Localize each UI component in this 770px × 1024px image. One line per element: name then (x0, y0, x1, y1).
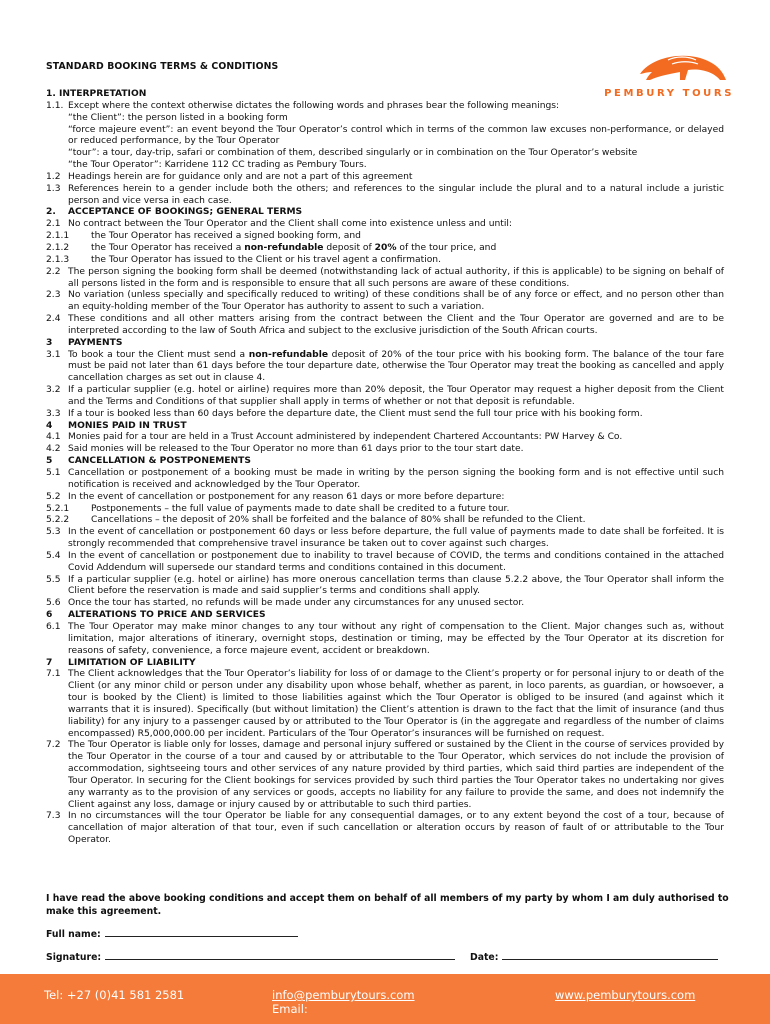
clause-item (46, 350, 724, 386)
clause-text: The person signing the booking form shall be deemed (notwithstanding lack of actual authority, if this is applicable) to be signing on behalf of all persons listed in the form and is responsible to ensure that all such persons are aware of these conditions. (68, 266, 724, 289)
clause-item (46, 598, 724, 610)
clause-emphasis: non-refundable (244, 242, 324, 253)
clause-item (46, 504, 724, 516)
definition-item (46, 148, 724, 160)
clause-number: 5.2 (46, 491, 61, 502)
section-heading (46, 338, 724, 350)
clause-text: “the Client”: the person listed in a booking form (68, 112, 288, 123)
clause-text: No contract between the Tour Operator and the Client shall come into existence unless and until: (68, 219, 513, 230)
clause-text: Headings herein are for guidance only and are not a part of this agreement (68, 171, 413, 182)
footer-email-label: Email: (272, 1002, 308, 1016)
section-heading (46, 421, 724, 433)
clause-item (46, 669, 724, 740)
clause-number: 1.3 (46, 183, 61, 194)
clause-text: of the tour price, and (396, 242, 497, 253)
footer-phone[interactable]: Tel: +27 (0)41 581 2581 (44, 988, 185, 1002)
clause-number: 2.1 (46, 219, 61, 230)
full-name-label: Full name: (46, 929, 101, 940)
clause-number: 5.2.1 (46, 503, 70, 514)
section-number: 4 (46, 420, 53, 431)
signature-field[interactable] (46, 950, 455, 963)
clause-item (46, 740, 724, 811)
animal-logo-icon (630, 44, 730, 88)
section-heading (46, 89, 724, 101)
clause-number: 4.2 (46, 444, 61, 455)
clause-text: No variation (unless specially and specifically reduced to writing) of these conditions shall be of any force or effect, and no person other than an equity-holding member of the Tour Operator has authority to assent to such a variation. (68, 290, 724, 313)
full-name-field[interactable] (46, 927, 298, 940)
clause-item (46, 255, 724, 267)
clause-text: deposit of 20% of the tour price with his booking form. The balance of the tour fare must be paid not later than 61 days before the tour departure date, otherwise the Tour Operator may treat the booking as cancelled and apply cancellation charges as set out in clause 4. (68, 349, 724, 384)
clause-text: In the event of cancellation or postponement for any reason 61 days or more before departure: (68, 491, 505, 502)
clause-item (46, 575, 724, 599)
clause-text: the Tour Operator has received a (91, 242, 245, 253)
clause-item (46, 101, 724, 113)
clause-text: Said monies will be released to the Tour Operator no more than 61 days prior to the tour start date. (68, 444, 524, 455)
clause-number: 3.1 (46, 349, 61, 360)
clause-item (46, 172, 724, 184)
section-heading-text: PAYMENTS (68, 337, 123, 348)
clause-text: deposit of (323, 242, 375, 253)
clause-item (46, 267, 724, 291)
clause-item (46, 290, 724, 314)
clause-item (46, 409, 724, 421)
clause-text: In no circumstances will the tour Operator be liable for any consequential damages, or to any extent beyond the cost of a tour, because of cancellation of major alteration of that tour, even if such cancellation or alteration occurs by reason of fault of or attributable to the Tour Operator. (68, 811, 724, 846)
date-label: Date: (470, 952, 499, 963)
clause-number: 3.2 (46, 385, 61, 396)
clause-text: If a tour is booked less than 60 days before the departure date, the Client must send the full tour price with his booking form. (68, 408, 643, 419)
section-number: 6 (46, 610, 53, 621)
clause-item (46, 231, 724, 243)
clause-number: 7.1 (46, 669, 61, 680)
section-number: 7 (46, 657, 53, 668)
clause-text: the Tour Operator has issued to the Client or his travel agent a confirmation. (91, 254, 441, 265)
clause-text: The Tour Operator is liable only for losses, damage and personal injury suffered or sustained by the Client in the course of services provided by the Tour Operator in the course of a tour and caused by or attributable to the Tour Operator, which services do not include the provision of accommodation, sightseeing tours and other services of any nature provided by third parties, which said third parties are independent of the Tour Operator. In securing for the Client bookings for services provided by such third parties the Tour Operator takes no undertaking nor gives any warranty as to the provision of any services or goods, accepts no liability for any failure to provide the same, and does not indemnify the Client against any loss, damage or injury caused by or attributable to such third parties. (68, 740, 724, 810)
signature-line[interactable] (105, 950, 455, 960)
clause-item (46, 468, 724, 492)
clause-text: To book a tour the Client must send a (68, 349, 249, 360)
clause-text: Cancellation or postponement of a booking must be made in writing by the person signing the booking form and is not effective until such notification is received and acknowledged by the Tour Operator. (68, 468, 724, 490)
clause-number: 3.3 (46, 408, 61, 419)
definition-item (46, 113, 724, 125)
clause-text: Cancellations – the deposit of 20% shall be forfeited and the balance of 80% shall be refunded to the Client. (91, 515, 586, 526)
clause-number: 5.5 (46, 574, 61, 585)
signature-label: Signature: (46, 952, 102, 963)
clause-item (46, 219, 724, 231)
clause-text: “force majeure event”: an event beyond the Tour Operator’s control which in terms of the common law excuses non-performance, or delayed or reduced performance, by the Tour Operator (68, 124, 724, 147)
clause-number: 2.2 (46, 266, 61, 277)
clause-number: 5.3 (46, 527, 61, 538)
footer-website-link[interactable]: www.pemburytours.com (555, 988, 696, 1002)
clause-text: Except where the context otherwise dictates the following words and phrases bear the following meanings: (68, 100, 560, 111)
clause-number: 2.4 (46, 314, 61, 325)
section-heading (46, 658, 724, 670)
section-heading (46, 207, 724, 219)
footer-email-link[interactable]: info@pemburytours.com (272, 988, 415, 1002)
clause-item (46, 622, 724, 658)
date-line[interactable] (502, 950, 718, 960)
clause-text: If a particular supplier (e.g. hotel or airline) has more onerous cancellation terms than clause 5.2.2 above, the Tour Operator shall inform the Client before the reservation is made and said supplier’s terms and conditions shall apply. (68, 574, 724, 597)
terms-body (46, 89, 724, 847)
logo-text: PEMBURY TOURS (604, 88, 734, 99)
footer-email[interactable] (272, 988, 415, 1016)
acknowledgement-text: I have read the above booking conditions and accept them on behalf of all members of my party by whom I am duly authorised to make this agreement. (46, 893, 729, 917)
section-heading-text: MONIES PAID IN TRUST (68, 420, 187, 431)
clause-item (46, 432, 724, 444)
clause-text: References herein to a gender include both the others; and references to the singular include the plural and to a natural include a juristic person and vice versa in each case. (68, 183, 724, 206)
clause-text: The Tour Operator may make minor changes to any tour without any right of compensation to the Client. Major changes such as, without limitation, major alterations of itinerary, overnight stops, destination or timing, may be effected by the Tour Operator at its discretion for reasons of safety, convenience, a force majeure event, accident or breakdown. (68, 621, 724, 656)
clause-number: 1.1. (46, 100, 64, 111)
clause-text: In the event of cancellation or postponement 60 days or less before departure, the full value of payments made to date shall be forfeited. It is strongly recommended that comprehensive travel insurance be taken out to cover against such charges. (68, 527, 724, 550)
section-number: 5 (46, 456, 53, 467)
clause-item (46, 811, 724, 847)
definition-item (46, 160, 724, 172)
clause-text: In the event of cancellation or postponement due to inability to travel because of COVID, the terms and conditions contained in the attached Covid Addendum will supersede our standard terms and conditions contained in this document. (68, 550, 724, 573)
clause-item (46, 551, 724, 575)
date-field[interactable] (470, 950, 718, 963)
clause-number: 6.1 (46, 621, 61, 632)
section-number: 2. (46, 207, 56, 218)
clause-number: 5.1 (46, 468, 61, 478)
footer-bar (0, 974, 770, 1024)
clause-number: 5.6 (46, 598, 61, 609)
page-title: STANDARD BOOKING TERMS & CONDITIONS (46, 61, 279, 72)
clause-number: 5.4 (46, 550, 61, 561)
clause-number: 2.1.1 (46, 231, 70, 242)
clause-text: Monies paid for a tour are held in a Trust Account administered by independent Chartered Accountants: PW Harvey & Co. (68, 432, 623, 443)
clause-text: The Client acknowledges that the Tour Operator’s liability for loss of or damage to the Client’s property or for personal injury to or death of the Client (or any minor child or person under any disability upon whose behalf, whether as parent, in loco parents, as guardian, or howsoever, a tour is booked by the Client) is limited to those liabilities against which the Tour Operator is obliged to be insured (and against which it warrants that it is insured). Specifically (but without limitation) the Client’s attention is drawn to the fact that the limit of insurance (and thus liability) for any injury to a passenger caused by or attributed to the Tour Operator is (in the aggregate and regardless of the number of claims encompassed) R5,000,000.00 per incident. Particulars of the Tour Operator’s insurances will be furnished on request. (68, 669, 724, 739)
clause-number: 2.1.3 (46, 254, 70, 265)
clause-number: 4.1 (46, 432, 61, 443)
clause-item (46, 444, 724, 456)
section-heading-text: CANCELLATION & POSTPONEMENTS (68, 456, 251, 467)
section-heading-text: 1. INTERPRETATION (46, 89, 147, 99)
section-number: 3 (46, 337, 53, 348)
clause-item (46, 385, 724, 409)
clause-item (46, 527, 724, 551)
section-heading-text: ALTERATIONS TO PRICE AND SERVICES (68, 610, 266, 621)
clause-item (46, 492, 724, 504)
clause-text: Once the tour has started, no refunds will be made under any circumstances for any unused sector. (68, 598, 525, 609)
clause-emphasis: 20% (374, 242, 397, 253)
clause-item (46, 243, 724, 255)
clause-item (46, 515, 724, 527)
clause-text: Postponements – the full value of payments made to date shall be credited to a future tour. (91, 503, 510, 514)
definition-item (46, 125, 724, 149)
section-heading (46, 610, 724, 622)
section-heading-text: ACCEPTANCE OF BOOKINGS; GENERAL TERMS (68, 207, 303, 218)
section-heading (46, 456, 724, 468)
clause-number: 1.2 (46, 171, 61, 182)
clause-text: the Tour Operator has received a signed booking form, and (91, 231, 361, 242)
clause-number: 7.3 (46, 811, 61, 822)
clause-text: If a particular supplier (e.g. hotel or airline) requires more than 20% deposit, the Tour Operator may request a higher deposit from the Client and the Terms and Conditions of that supplier shall apply in terms of whether or not that deposit is refundable. (68, 385, 724, 407)
clause-emphasis: non-refundable (248, 349, 329, 360)
clause-text: “tour”: a tour, day-trip, safari or combination of them, described singularly or in combination on the Tour Operator’s website (68, 148, 638, 159)
clause-item (46, 184, 724, 208)
clause-number: 7.2 (46, 740, 61, 751)
clause-text: “the Tour Operator”: Karridene 112 CC trading as Pembury Tours. (68, 160, 367, 171)
clause-text: These conditions and all other matters arising from the contract between the Client and the Tour Operator are governed and are to be interpreted according to the law of South Africa and subject to the exclusive jurisdiction of the South African courts. (68, 314, 724, 336)
clause-number: 5.2.2 (46, 515, 70, 526)
section-heading-text: LIMITATION OF LIABILITY (68, 657, 196, 668)
clause-item (46, 314, 724, 338)
clause-number: 2.3 (46, 290, 61, 301)
full-name-line[interactable] (105, 927, 298, 937)
clause-number: 2.1.2 (46, 242, 70, 253)
